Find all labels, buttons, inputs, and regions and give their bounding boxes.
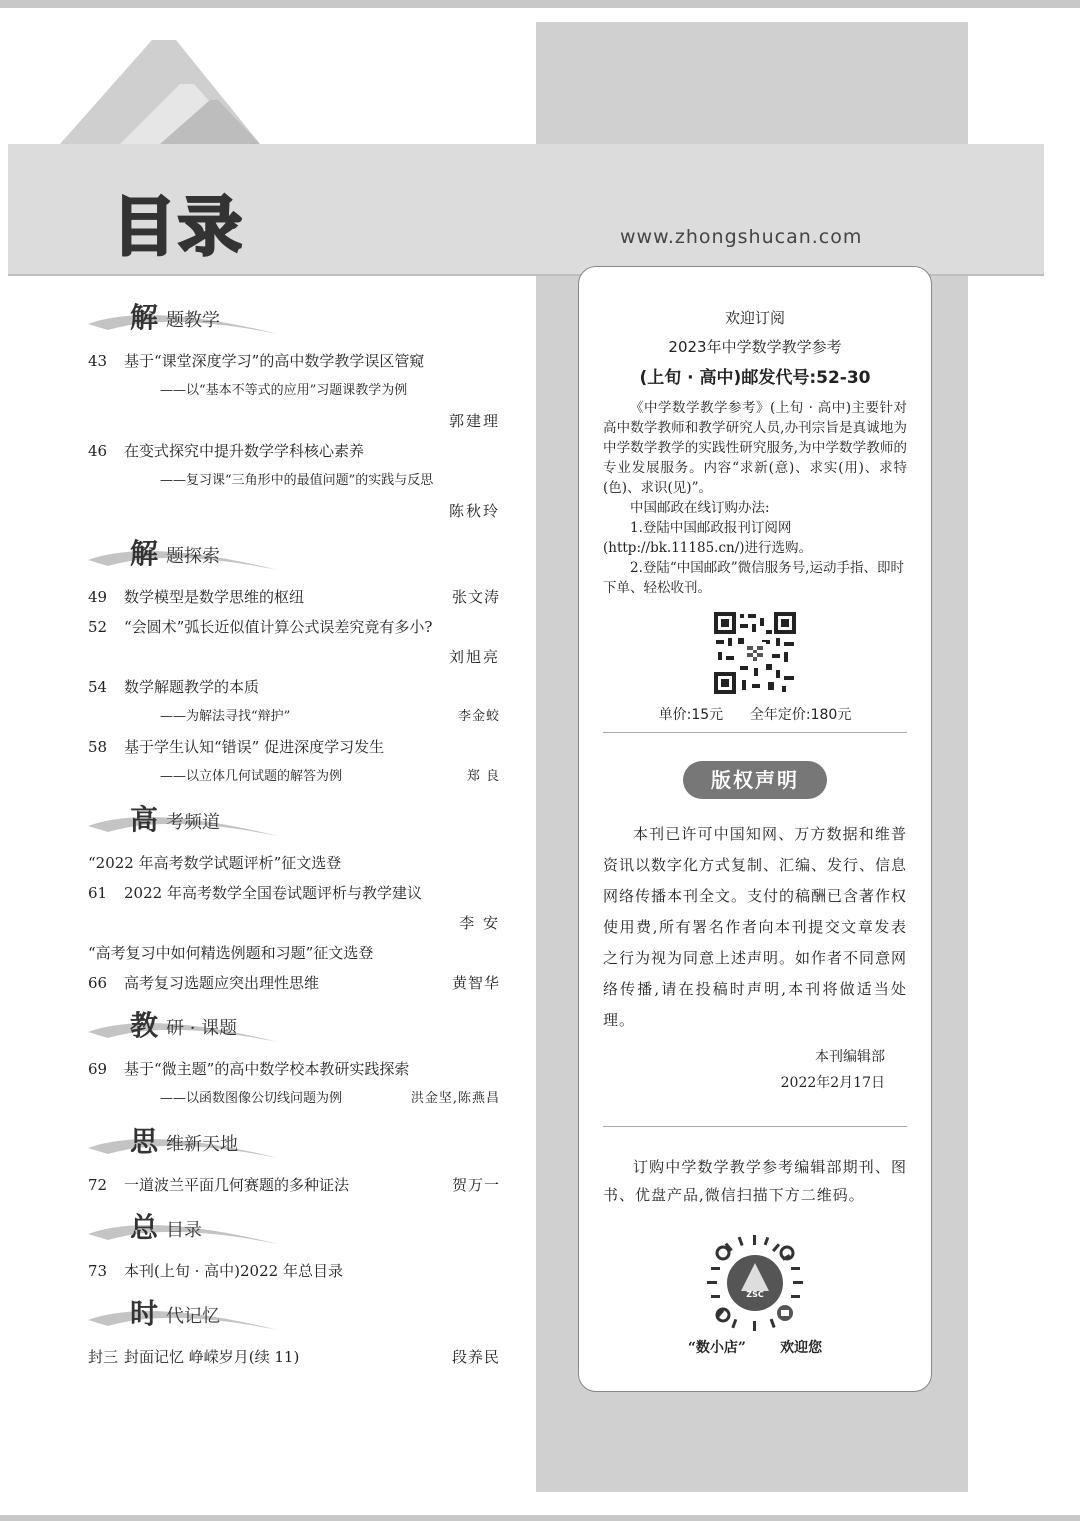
shop-text: 订购中学数学教学参考编辑部期刊、图书、优盘产品,微信扫描下方二维码。	[603, 1158, 907, 1204]
order-method-1: 1.登陆中国邮政报刊订阅网(http://bk.11185.cn/)进行选购。	[603, 520, 813, 556]
shop-welcome: 欢迎您	[780, 1340, 823, 1356]
toc-subtitle: ——为解法寻找“辩护” 李金蛟	[160, 709, 500, 724]
postal-code: (上旬 · 高中)邮发代号:52-30	[639, 368, 871, 388]
section-header: 解 题探索	[88, 530, 500, 576]
welcome-text: 欢迎订阅	[724, 309, 785, 327]
journal-name: 2023年中学数学教学参考	[668, 338, 842, 356]
mini-program-code-icon[interactable]	[705, 1233, 805, 1333]
section-header: 总 目录	[88, 1204, 500, 1250]
toc-group-heading: “2022 年高考数学试题评析”征文选登	[88, 854, 342, 872]
toc-subtitle: ——以函数图像公切线问题为例 洪金坚,陈燕昌	[160, 1091, 500, 1106]
toc-entry[interactable]: 69 基于“微主题”的高中数学校本教研实践探索	[88, 1060, 410, 1078]
section-header: 高 考频道	[88, 796, 500, 842]
copyright-badge: 版权声明	[683, 761, 827, 799]
logo-text: ZSC	[746, 1290, 764, 1299]
divider	[603, 1126, 907, 1127]
toc-entry[interactable]: 46 在变式探究中提升数学学科核心素养	[88, 442, 365, 460]
section-header: 思 维新天地	[88, 1118, 500, 1164]
toc-subtitle: ——以立体几何试题的解答为例 郑 良	[160, 769, 500, 784]
toc-entry[interactable]: 73 本刊(上旬 · 高中)2022 年总目录	[88, 1262, 343, 1280]
toc-author: 刘旭亮	[448, 648, 500, 666]
shop-caption	[579, 1337, 931, 1357]
order-method-2: 2.登陆“中国邮政”微信服务号,运动手指、即时下单、轻松收刊。	[603, 560, 904, 596]
section-header: 教 研 · 课题	[88, 1002, 500, 1048]
shop-name: “数小店”	[687, 1340, 746, 1356]
toc-author: 陈秋玲	[448, 502, 500, 520]
toc-group-heading: “高考复习中如何精选例题和习题”征文选登	[88, 944, 374, 962]
bottom-strip	[0, 1515, 1080, 1521]
toc-author: 李 安	[459, 914, 500, 932]
copyright-text: 本刊已许可中国知网、万方数据和维普资讯以数字化方式复制、汇编、发行、信息网络传播本刊全文。支付的稿酬已含著作权使用费,所有署名作者向本刊提交文章发表之行为视为同意上述声明。如作者不同意网络传播,请在投稿时声明,本刊将做适当处理。	[603, 825, 908, 1029]
toc-author: 郭建理	[448, 412, 500, 430]
table-of-contents	[88, 290, 500, 1372]
toc-entry[interactable]: 49 数学模型是数学思维的枢纽 张文涛	[88, 588, 500, 606]
toc-entry[interactable]: 52 “会圆术”弧长近似值计算公式误差究竟有多小?	[88, 618, 433, 636]
toc-entry[interactable]: 43 基于“课堂深度学习”的高中数学教学误区管窥	[88, 352, 425, 370]
toc-subtitle: ——复习课“三角形中的最值问题”的实践与反思	[160, 473, 434, 488]
qr-code-icon[interactable]	[712, 610, 798, 696]
section-header: 解 题教学	[88, 294, 500, 340]
unit-price: 单价:15元	[658, 707, 724, 723]
divider	[603, 732, 907, 733]
signature-dept: 本刊编辑部	[815, 1049, 885, 1065]
website-url[interactable]: www.zhongshucan.com	[620, 226, 863, 248]
price-line	[579, 704, 931, 724]
roof-decoration-icon	[60, 30, 320, 160]
toc-entry[interactable]: 66 高考复习选题应突出理性思维 黄智华	[88, 974, 500, 992]
order-title: 中国邮政在线订购办法:	[630, 500, 770, 516]
toc-subtitle: ——以“基本不等式的应用”习题课教学为例	[160, 383, 408, 398]
toc-entry[interactable]: 54 数学解题教学的本质	[88, 678, 260, 696]
journal-intro: 《中学数学教学参考》(上旬 · 高中)主要针对高中数学教师和教学研究人员,办刊宗旨是真诚地为中学数学教学的实践性研究服务,为中学数学教师的专业发展服务。内容“求新(意)、求实(用)、求特(色)、求识(见)”。	[603, 400, 907, 496]
signature-date: 2022年2月17日	[780, 1075, 885, 1091]
top-strip	[0, 0, 1080, 8]
toc-entry[interactable]: 72 一道波兰平面几何赛题的多种证法 贺万一	[88, 1176, 500, 1194]
page-title: 目录	[112, 191, 244, 265]
toc-entry[interactable]: 61 2022 年高考数学全国卷试题评析与教学建议	[88, 884, 422, 902]
year-price: 全年定价:180元	[749, 707, 852, 723]
subscription-box	[578, 266, 932, 1392]
section-header: 时 代记忆	[88, 1290, 500, 1336]
toc-entry[interactable]: 58 基于学生认知“错误” 促进深度学习发生	[88, 738, 385, 756]
toc-entry[interactable]: 封三 封面记忆 峥嵘岁月(续 11) 段养民	[88, 1348, 500, 1366]
